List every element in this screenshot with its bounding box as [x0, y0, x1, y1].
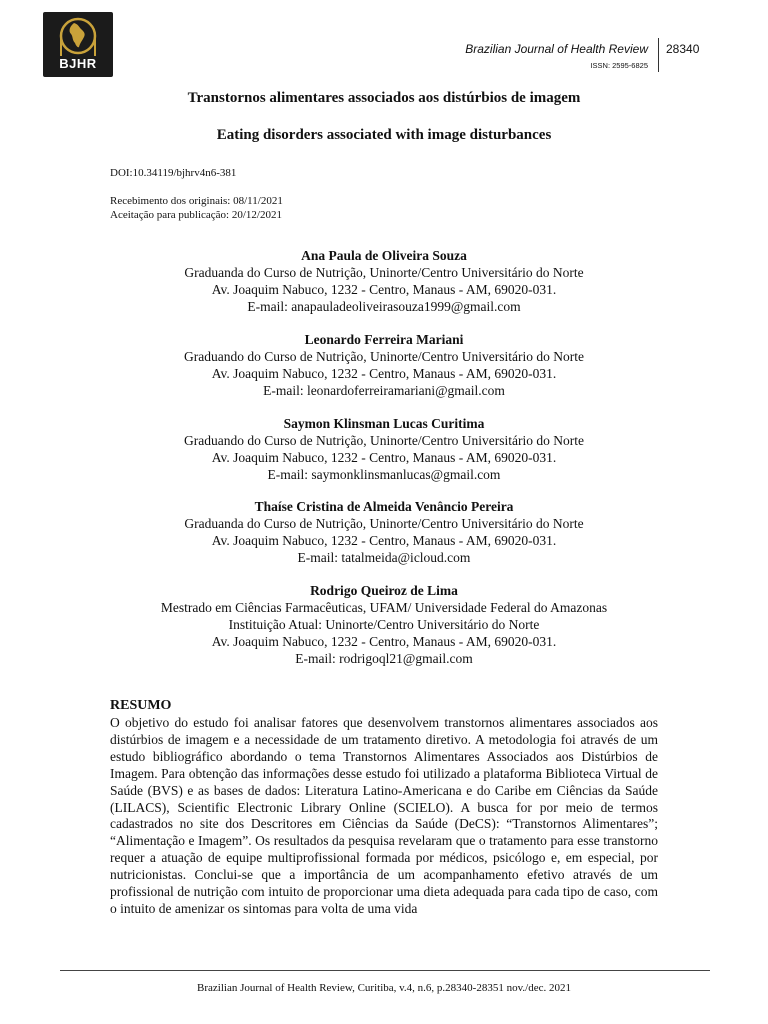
journal-name: Brazilian Journal of Health Review — [465, 42, 648, 56]
author-block — [0, 247, 768, 315]
author-affiliation: Graduanda do Curso de Nutrição, Uninorte/Centro Universitário do Norte — [184, 265, 584, 280]
abstract-text: O objetivo do estudo foi analisar fatores que desenvolvem transtornos alimentares associados aos distúrbios de imagem e a necessidade de um tratamento diretivo. A metodologia foi através de um estudo bibliográfico abordando o tema Transtornos Alimentares Associados aos Distúrbios de Imagem. Para obtenção das informações desse estudo foi utilizado a plataforma Biblioteca Virtual de Saúde (BVS) e as bases de dados: Literatura Latino-Americana e do Caribe em Ciências da Saúde (LILACS), Scientific Electronic Library Online (SCIELO). A busca for por meio de termos cadastrados no site dos Descritores em Ciências da Saúde (DeCS): “Transtornos Alimentares”; “Alimentação e Imagem”. Os resultados da pesquisa revelaram que o tratamento para esse transtorno requer a atuação de equipe multiprofissional formada por médicos, psicólogo e, em especial, por nutricionistas. Conclui-se que a importância de um acompanhamento efetivo através de um profissional de nutrição com intuito de proporcionar uma dieta adequada para cada tipo de caso, com o intuito de amenizar os sintomas para volta de uma vida — [110, 715, 658, 916]
author-name: Thaíse Cristina de Almeida Venâncio Pereira — [254, 499, 514, 514]
received-date: Recebimento dos originais: 08/11/2021 — [110, 195, 283, 207]
author-block — [0, 331, 768, 399]
logo-text: BJHR — [59, 56, 97, 71]
title-portuguese: Transtornos alimentares associados aos distúrbios de imagem — [187, 90, 581, 106]
author-affiliation: Graduanda do Curso de Nutrição, Uninorte/Centro Universitário do Norte — [184, 516, 584, 531]
doi: DOI:10.34119/bjhrv4n6-381 — [110, 167, 237, 179]
author-name: Leonardo Ferreira Mariani — [304, 332, 464, 347]
footer-citation: Brazilian Journal of Health Review, Curitiba, v.4, n.6, p.28340-28351 nov./dec. 2021 — [197, 982, 571, 994]
author-address: Av. Joaquim Nabuco, 1232 - Centro, Manaus - AM, 69020-031. — [211, 450, 557, 465]
author-email: E-mail: anapauladeoliveirasouza1999@gmail.com — [247, 299, 521, 314]
author-email: E-mail: leonardoferreiramariani@gmail.com — [263, 383, 505, 398]
author-address: Av. Joaquim Nabuco, 1232 - Centro, Manaus - AM, 69020-031. — [211, 366, 557, 381]
footer-rule — [60, 970, 710, 971]
author-email: E-mail: rodrigoql21@gmail.com — [295, 651, 473, 666]
journal-logo — [43, 12, 113, 77]
author-affiliation: Graduando do Curso de Nutrição, Uninorte/Centro Universitário do Norte — [183, 349, 585, 364]
abstract-heading: RESUMO — [110, 698, 172, 713]
issn: ISSN: 2595-6825 — [590, 61, 648, 70]
accepted-date: Aceitação para publicação: 20/12/2021 — [110, 209, 282, 221]
author-block — [0, 415, 768, 483]
author-affiliation: Graduando do Curso de Nutrição, Uninorte/Centro Universitário do Norte — [183, 433, 585, 448]
page-number: 28340 — [666, 42, 700, 56]
author-email: E-mail: saymonklinsmanlucas@gmail.com — [267, 467, 501, 482]
author-block — [0, 582, 768, 667]
title-english: Eating disorders associated with image disturbances — [216, 127, 552, 143]
header-divider — [658, 38, 659, 72]
author-address: Av. Joaquim Nabuco, 1232 - Centro, Manaus - AM, 69020-031. — [211, 533, 557, 548]
author-name: Rodrigo Queiroz de Lima — [310, 583, 458, 598]
author-name: Ana Paula de Oliveira Souza — [301, 248, 467, 263]
author-institution: Instituição Atual: Uninorte/Centro Universitário do Norte — [228, 617, 540, 632]
author-affiliation: Mestrado em Ciências Farmacêuticas, UFAM/ Universidade Federal do Amazonas — [160, 600, 608, 615]
author-name: Saymon Klinsman Lucas Curitima — [283, 416, 485, 431]
author-address: Av. Joaquim Nabuco, 1232 - Centro, Manaus - AM, 69020-031. — [211, 634, 557, 649]
author-email: E-mail: tatalmeida@icloud.com — [297, 550, 471, 565]
author-address: Av. Joaquim Nabuco, 1232 - Centro, Manaus - AM, 69020-031. — [211, 282, 557, 297]
author-block — [0, 498, 768, 566]
